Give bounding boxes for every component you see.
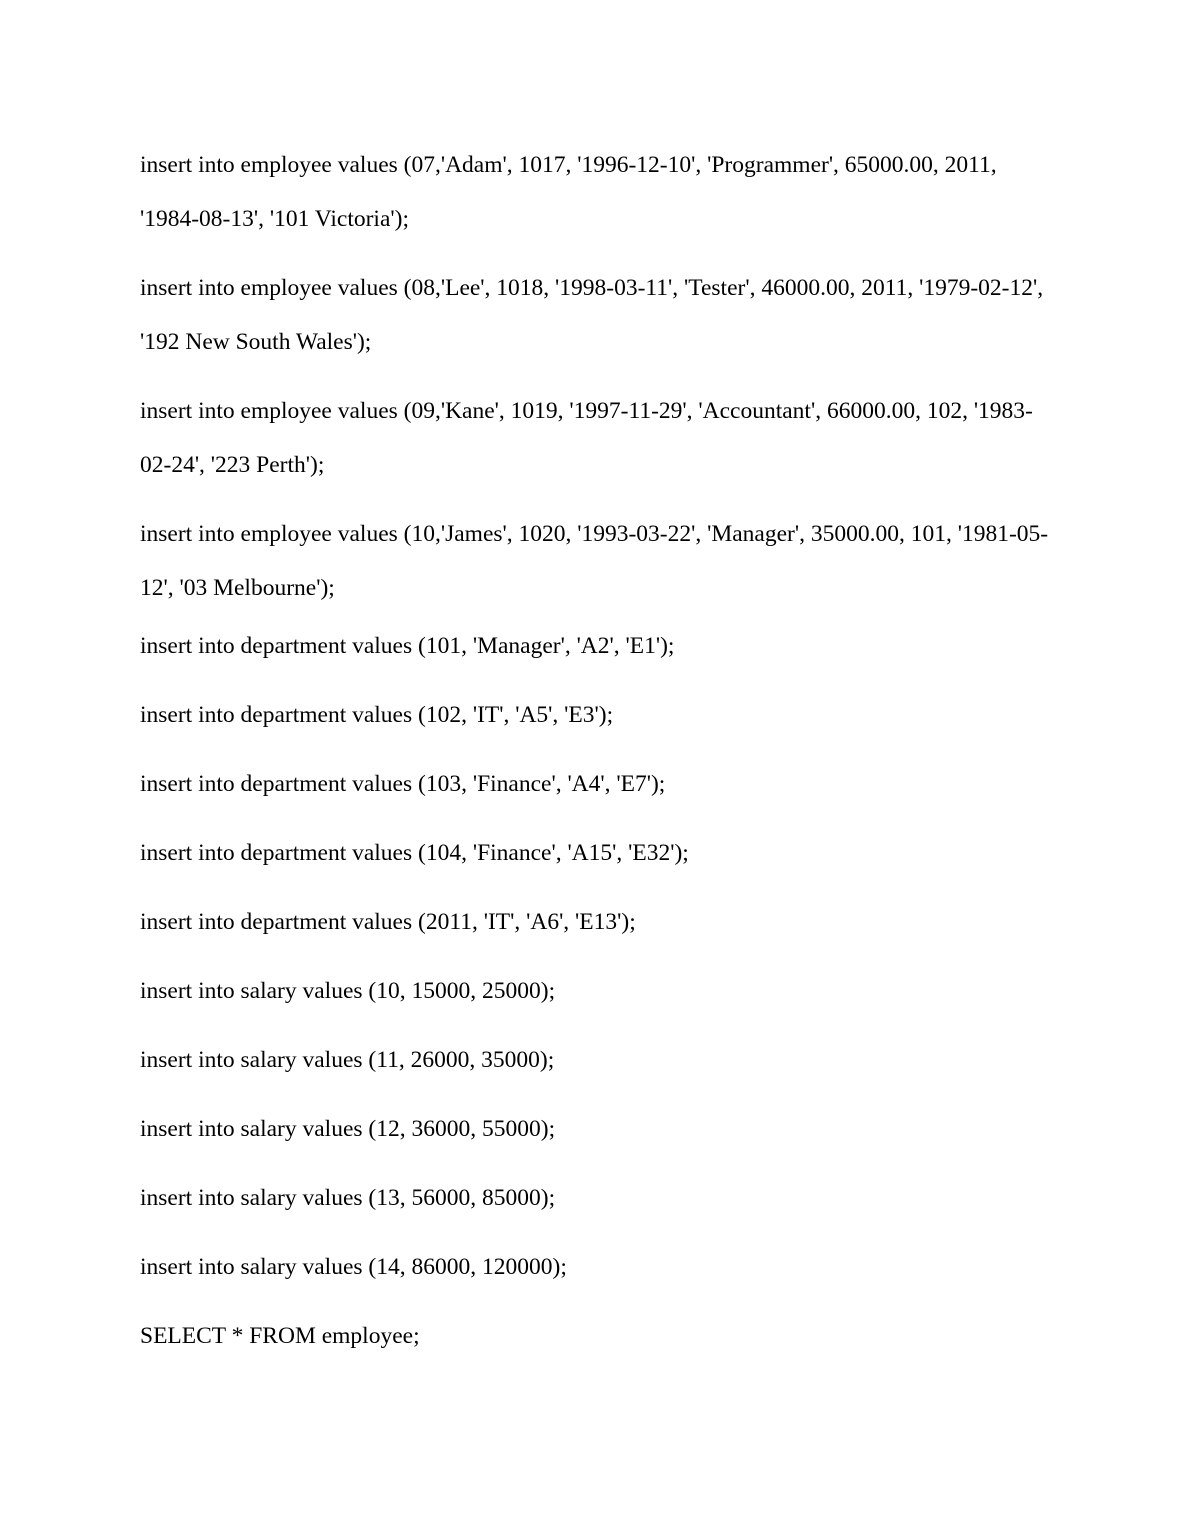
sql-statement-employee-07 bbox=[140, 138, 1060, 246]
statement-line: '192 New South Wales'); bbox=[140, 329, 372, 355]
sql-statement-salary-13: insert into salary values (13, 56000, 85000); bbox=[140, 1185, 556, 1211]
statement-line: 02-24', '223 Perth'); bbox=[140, 452, 325, 478]
sql-statement-salary-14: insert into salary values (14, 86000, 120000); bbox=[140, 1254, 567, 1280]
statement-line: insert into employee values (08,'Lee', 1018, '1998-03-11', 'Tester', 46000.00, 2011, '1979-02-12', bbox=[140, 275, 1044, 301]
sql-statement-department-102: insert into department values (102, 'IT', 'A5', 'E3'); bbox=[140, 702, 614, 728]
statement-line: '1984-08-13', '101 Victoria'); bbox=[140, 206, 409, 232]
statement-line: insert into employee values (07,'Adam', 1017, '1996-12-10', 'Programmer', 65000.00, 2011, bbox=[140, 152, 997, 178]
document-body bbox=[140, 138, 1060, 1389]
statement-line: 12', '03 Melbourne'); bbox=[140, 575, 335, 601]
sql-statement-department-101: insert into department values (101, 'Manager', 'A2', 'E1'); bbox=[140, 633, 675, 659]
sql-statement-employee-08 bbox=[140, 261, 1060, 369]
sql-statement-department-104: insert into department values (104, 'Finance', 'A15', 'E32'); bbox=[140, 840, 689, 866]
sql-statement-department-2011: insert into department values (2011, 'IT', 'A6', 'E13'); bbox=[140, 909, 636, 935]
sql-statement-employee-10 bbox=[140, 507, 1060, 615]
sql-statement-employee-09 bbox=[140, 384, 1060, 492]
statement-line: insert into employee values (09,'Kane', 1019, '1997-11-29', 'Accountant', 66000.00, 102, '1983- bbox=[140, 398, 1033, 424]
sql-statement-salary-10: insert into salary values (10, 15000, 25000); bbox=[140, 978, 556, 1004]
sql-statement-salary-12: insert into salary values (12, 36000, 55000); bbox=[140, 1116, 556, 1142]
sql-statement-salary-11: insert into salary values (11, 26000, 35000); bbox=[140, 1047, 555, 1073]
sql-statement-department-103: insert into department values (103, 'Finance', 'A4', 'E7'); bbox=[140, 771, 666, 797]
statement-line: insert into employee values (10,'James', 1020, '1993-03-22', 'Manager', 35000.00, 101, '1981-05- bbox=[140, 521, 1049, 547]
sql-statement-select-employee: SELECT * FROM employee; bbox=[140, 1323, 420, 1349]
